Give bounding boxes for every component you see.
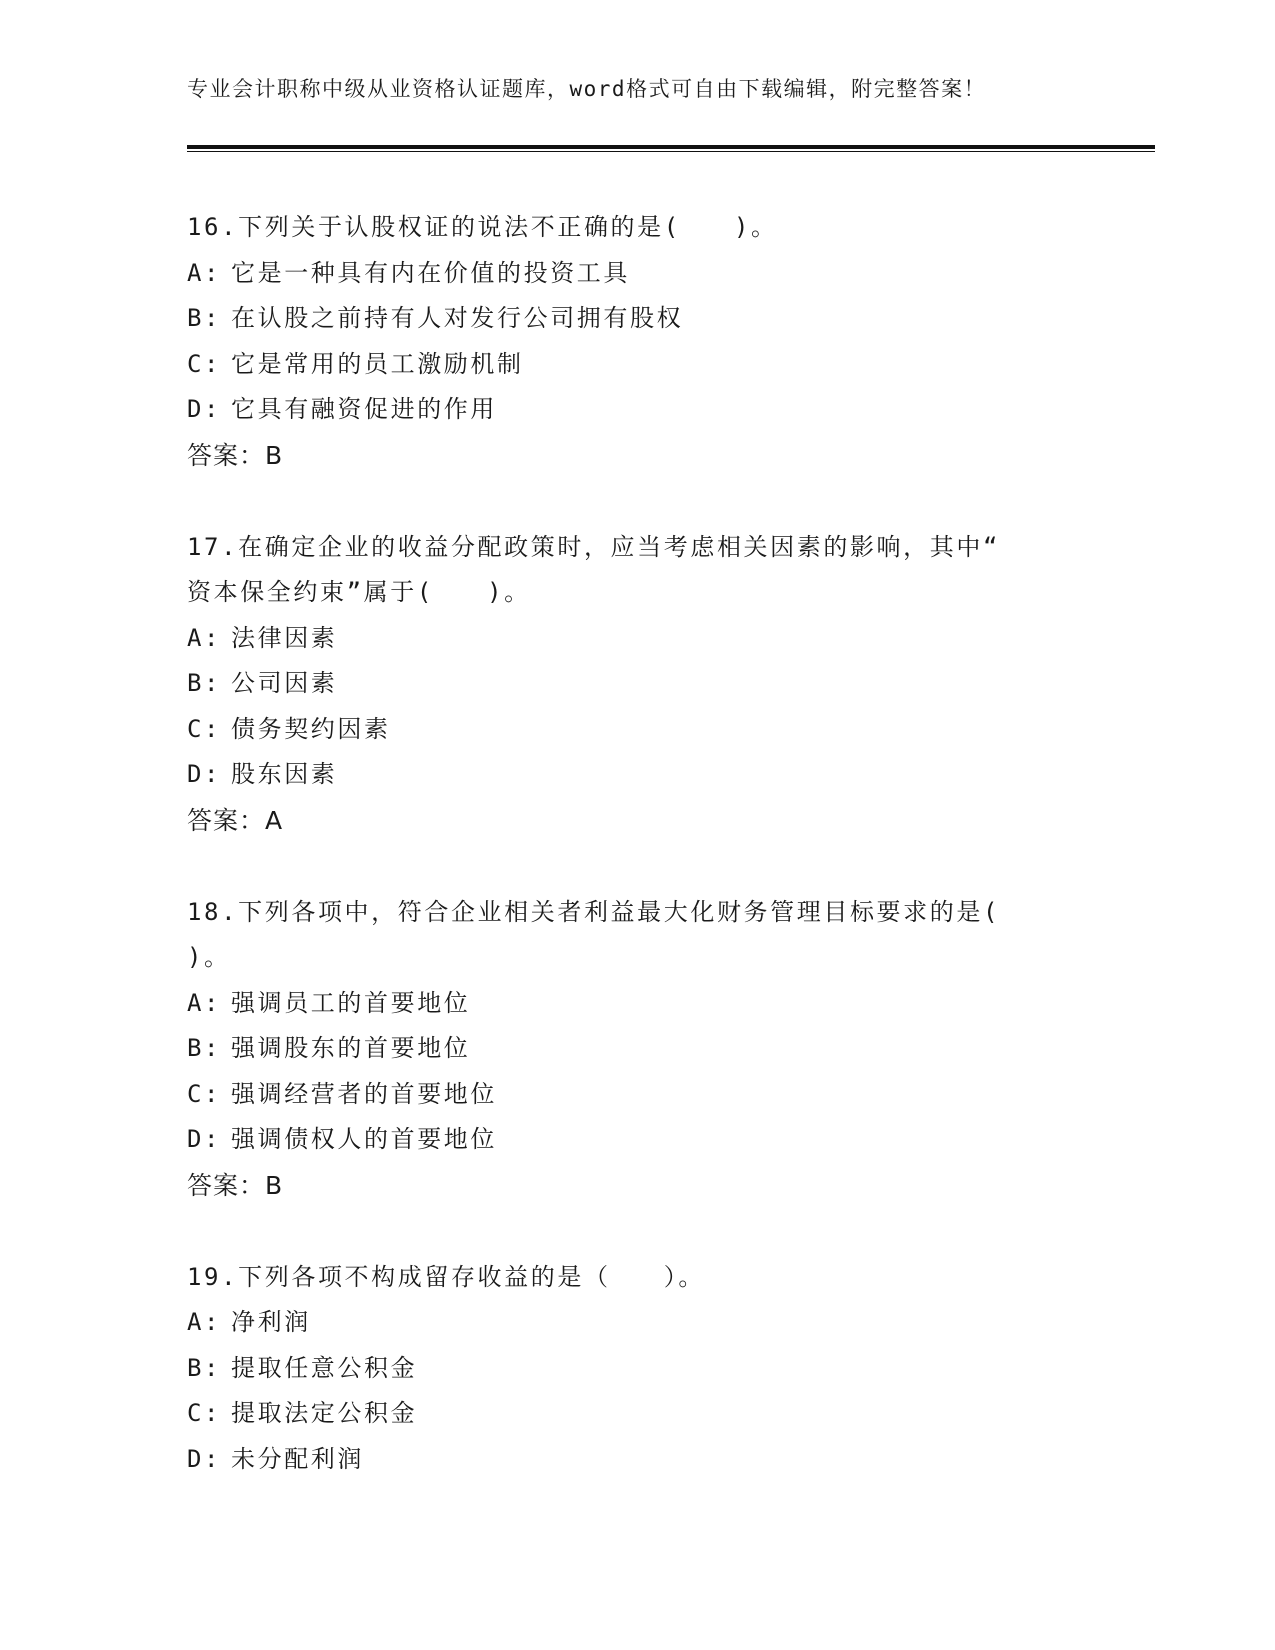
option-text: 它具有融资促进的作用 [231,395,497,423]
question-block [187,205,1087,479]
option-letter: C: [187,1399,222,1427]
option-text: 未分配利润 [231,1444,364,1473]
question-stem-line [187,890,1087,936]
answer-option [187,616,1087,662]
option-letter: B: [187,304,222,332]
answer-option [187,1117,1087,1163]
answer-option [187,251,1087,297]
answer-key: 答案：A [187,805,284,835]
answer-option [187,1072,1087,1118]
answer-option [187,1300,1087,1346]
question-block [187,890,1087,1209]
answer-option [187,387,1087,433]
answer-option [187,752,1087,798]
header-divider [187,145,1155,152]
answer-option [187,342,1087,388]
page-header: 专业会计职称中级从业资格认证题库，word格式可自由下载编辑，附完整答案！ [187,77,987,101]
question-block [187,1255,1087,1483]
option-letter: B: [187,1034,222,1062]
option-text: 强调员工的首要地位 [231,988,471,1017]
option-text: 债务契约因素 [231,714,391,743]
option-letter: C: [187,349,222,378]
question-list [187,205,1087,1528]
question-stem-line [187,935,1087,981]
option-letter: A: [187,623,222,652]
option-text: 强调经营者的首要地位 [231,1079,497,1108]
option-letter: D: [187,395,222,423]
option-letter: D: [187,760,222,788]
option-text: 强调债权人的首要地位 [231,1125,497,1153]
answer-option [187,981,1087,1027]
option-text: 公司因素 [231,669,338,697]
question-block [187,525,1087,844]
question-stem-text: 资本保全约束”属于( )。 [187,578,531,606]
option-text: 股东因素 [231,760,338,788]
option-letter: C: [187,714,222,743]
question-stem-line [187,1255,1087,1301]
option-letter: C: [187,1079,222,1108]
answer-option [187,1437,1087,1483]
option-letter: A: [187,258,222,287]
answer-option [187,296,1087,342]
option-text: 它是常用的员工激励机制 [231,349,524,378]
option-letter: D: [187,1444,222,1473]
option-letter: A: [187,988,222,1017]
answer-option [187,661,1087,707]
answer-option [187,1026,1087,1072]
option-text: 净利润 [231,1308,311,1336]
option-letter: B: [187,669,222,697]
option-text: 强调股东的首要地位 [231,1034,471,1062]
answer-option [187,1391,1087,1437]
option-text: 在认股之前持有人对发行公司拥有股权 [231,304,684,332]
answer-option [187,1346,1087,1392]
question-stem-line [187,205,1087,251]
divider-thin-line [187,151,1155,152]
question-stem-text: 16.下列关于认股权证的说法不正确的是( )。 [187,213,778,241]
option-letter: B: [187,1353,222,1382]
option-letter: A: [187,1308,222,1336]
option-text: 提取法定公积金 [231,1399,418,1427]
answer-key: 答案：B [187,440,284,470]
option-text: 它是一种具有内在价值的投资工具 [231,258,630,287]
answer-option [187,707,1087,753]
answer-key: 答案：B [187,1170,284,1200]
option-letter: D: [187,1125,222,1153]
option-text: 法律因素 [231,623,338,652]
option-text: 提取任意公积金 [231,1353,418,1382]
question-stem-text: 18.下列各项中，符合企业相关者利益最大化财务管理目标要求的是( [187,897,1000,926]
question-stem-text: 17.在确定企业的收益分配政策时，应当考虑相关因素的影响，其中“ [187,532,1000,561]
question-stem-text: )。 [187,943,231,971]
question-stem-line [187,525,1087,571]
question-stem-text: 19.下列各项不构成留存收益的是（ ）。 [187,1262,705,1291]
question-stem-line [187,570,1087,616]
